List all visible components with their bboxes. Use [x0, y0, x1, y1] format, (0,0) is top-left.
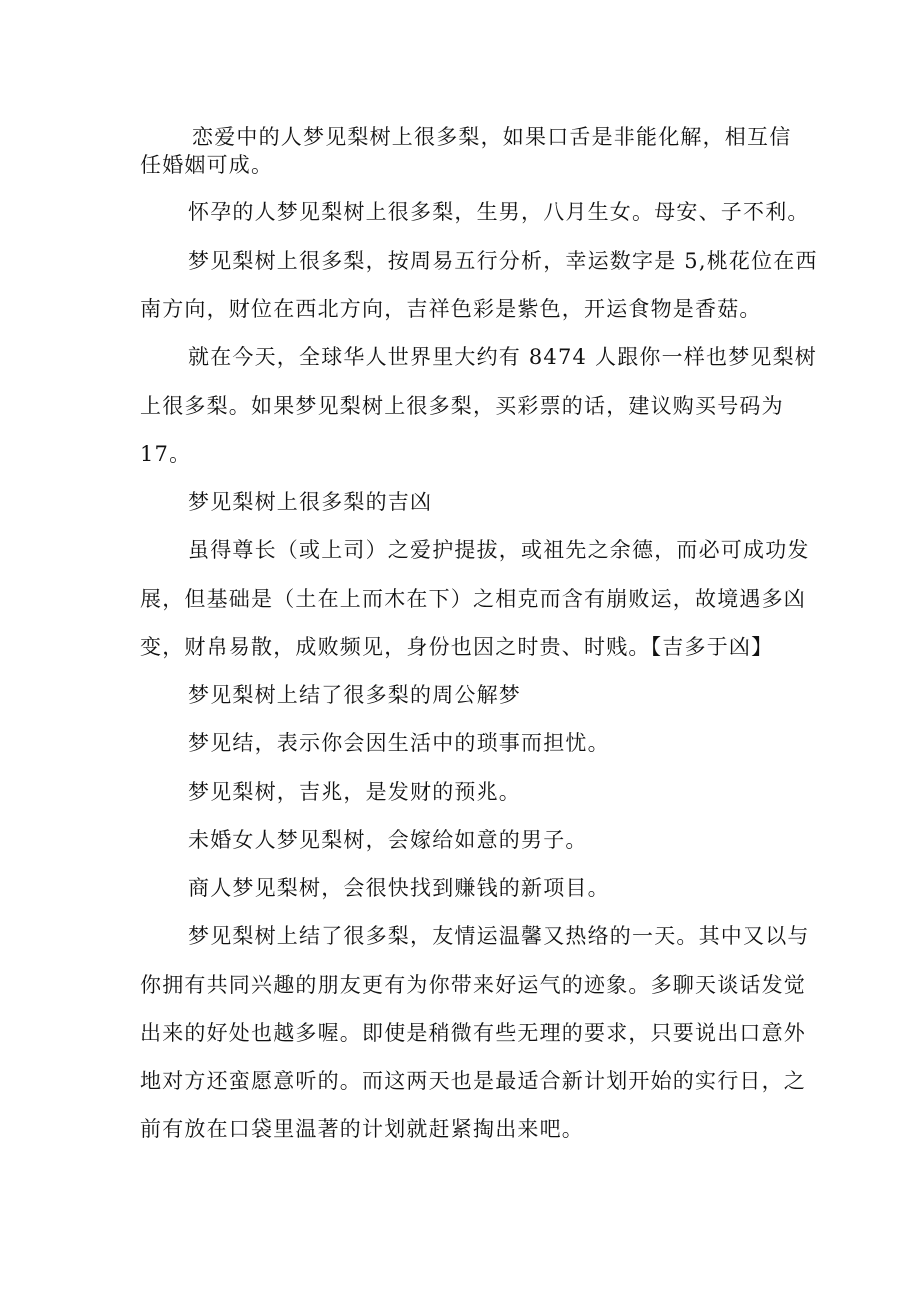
text-line: 地对方还蛮愿意听的。而这两天也是最适合新计划开始的实行日，之 — [140, 1069, 806, 1093]
text-line: 梦见梨树，吉兆，是发财的预兆。 — [188, 780, 521, 804]
section-heading: 梦见梨树上很多梨的吉凶 — [188, 490, 433, 514]
text-line: 怀孕的人梦见梨树上很多梨，生男，八月生女。母安、子不利。 — [188, 200, 810, 224]
text-line: 就在今天，全球华人世界里大约有 8474 人跟你一样也梦见梨树 — [188, 345, 817, 369]
text-line: 虽得尊长（或上司）之爱护提拔，或祖先之余德，而必可成功发 — [188, 538, 810, 562]
section-heading: 梦见梨树上结了很多梨的周公解梦 — [188, 683, 521, 707]
text-line: 任婚姻可成。 — [140, 153, 274, 177]
text-line: 出来的好处也越多喔。即使是稍微有些无理的要求，只要说出口意外 — [140, 1021, 806, 1045]
text-line: 未婚女人梦见梨树，会嫁给如意的男子。 — [188, 828, 588, 852]
text-line: 梦见梨树上很多梨，按周易五行分析，幸运数字是 5,桃花位在西 — [188, 249, 818, 273]
text-line: 恋爱中的人梦见梨树上很多梨，如果口舌是非能化解，相互信 — [192, 125, 792, 149]
text-line: 展，但基础是（土在上而木在下）之相克而含有崩败运，故境遇多凶 — [140, 587, 806, 611]
text-line: 南方向，财位在西北方向，吉祥色彩是紫色，开运食物是香菇。 — [140, 297, 762, 321]
text-line: 变，财帛易散，成败频见，身份也因之时贵、时贱。【吉多于凶】 — [140, 635, 774, 659]
text-line: 梦见结，表示你会因生活中的琐事而担忧。 — [188, 731, 610, 755]
text-line: 17。 — [140, 442, 192, 466]
text-line: 前有放在口袋里温著的计划就赶紧掏出来吧。 — [140, 1117, 584, 1141]
text-line: 商人梦见梨树，会很快找到赚钱的新项目。 — [188, 876, 610, 900]
text-line: 上很多梨。如果梦见梨树上很多梨，买彩票的话，建议购买号码为 — [140, 394, 784, 418]
text-line: 梦见梨树上结了很多梨，友情运温馨又热络的一天。其中又以与 — [188, 924, 810, 948]
text-line: 你拥有共同兴趣的朋友更有为你带来好运气的迹象。多聊天谈话发觉 — [140, 973, 806, 997]
